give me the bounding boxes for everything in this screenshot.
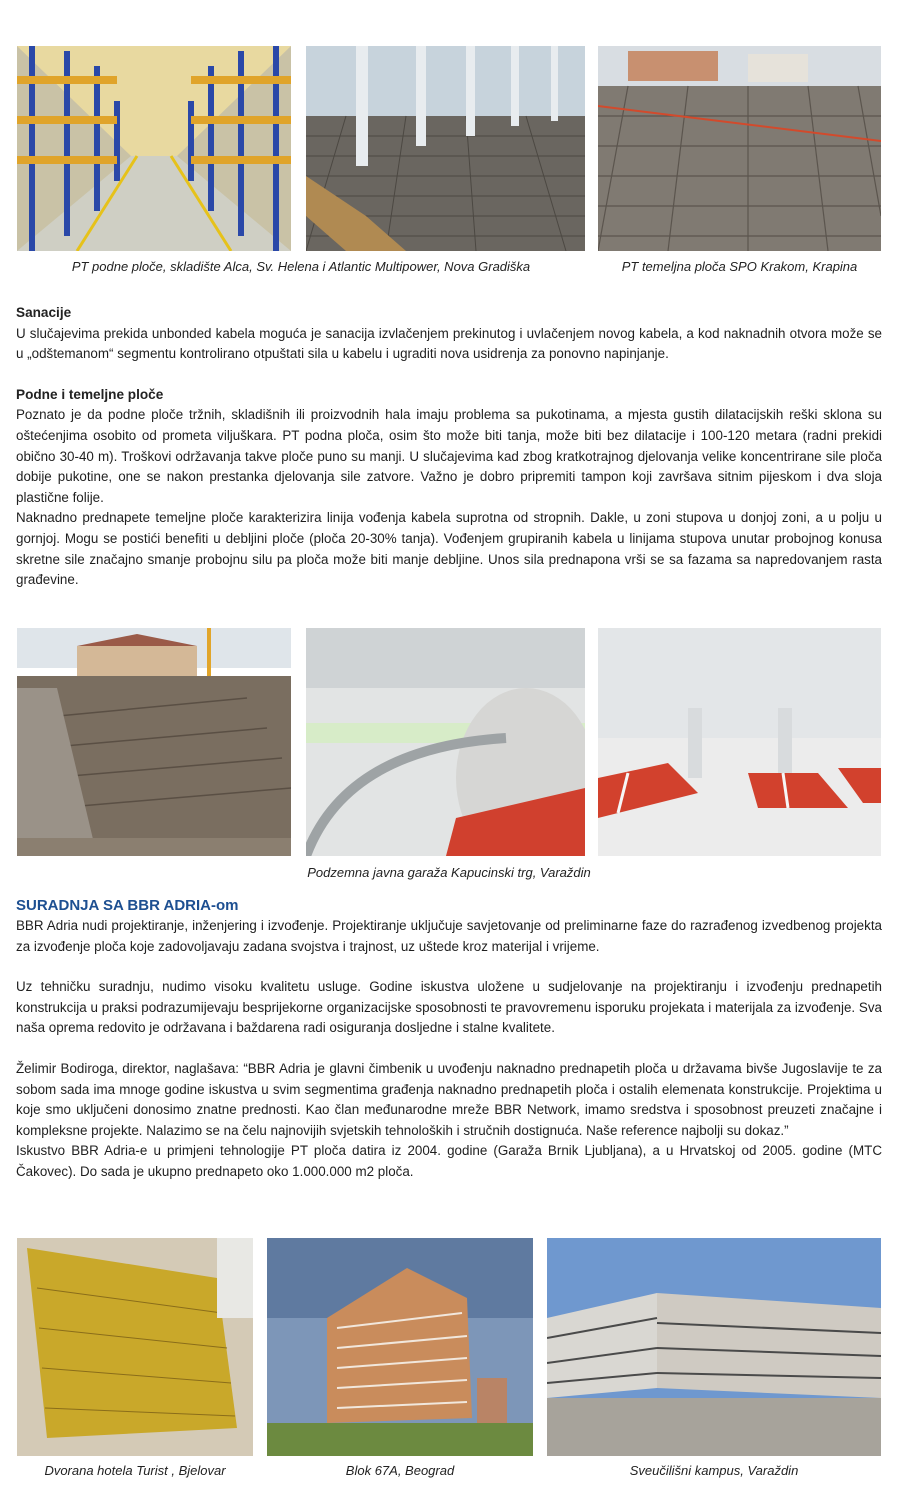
garage-parking-level-photo xyxy=(598,628,881,856)
text-section-suradnja xyxy=(16,896,882,1183)
podne-para-1: Poznato je da podne ploče tržnih, skladišnih ili proizvodnih hala imaju problema sa pukotinama, a mjesta gustih dilatacijskih reški sklona su oštećenjima osobito od prometa viljuškara. PT podna ploča, osim što može biti tanja, može biti bez dilatacije i 100-120 metara (radni prekidi obično 30-40 m). Troškovi održavanja takve ploče puno su manji. U slučajevima kad zbog kratkotrajnog djelovanja velike koncentrirane sile ploča dobije pukotine, one se nakon prestanka djelovanja sile zatvore. Važno je dobro pripremiti tampon koji završava sitnim pijeskom i dva sloja plastične folije. xyxy=(16,407,882,505)
rebar-mesh-hall-photo xyxy=(306,46,585,251)
garage-ramp-interior-photo xyxy=(306,628,585,856)
sanacije-heading: Sanacije xyxy=(16,305,72,320)
suradnja-para-4: Iskustvo BBR Adria-e u primjeni tehnologije PT ploča datira iz 2004. godine (Garaža Brnik Ljubljana), a u Hrvatskoj od 2005. godine (MTC Čakovec). Do sada je ukupno prednapeto oko 1.000.000 m2 ploča. xyxy=(16,1143,882,1179)
caption-blok67a: Blok 67A, Beograd xyxy=(345,1463,455,1478)
residential-tower-photo xyxy=(267,1238,533,1456)
caption-warehouse-floors: PT podne ploče, skladište Alca, Sv. Helena i Atlantic Multipower, Nova Gradiška xyxy=(71,259,531,274)
suradnja-para-1: BBR Adria nudi projektiranje, inženjering i izvođenje. Projektiranje uključuje savjetovanje od preliminarne faze do razrađenog izvedbenog projekta za izvođenje ploča koje zadovoljavaju zadana svojstva i trajnost, uz uštede kroz materijal i vrijeme. xyxy=(16,918,882,954)
warehouse-rack-aisle-photo xyxy=(17,46,291,251)
hotel-hall-roof-slab-photo xyxy=(17,1238,253,1456)
foundation-rebar-slab-photo xyxy=(598,46,881,251)
sanacije-body: U slučajevima prekida unbonded kabela moguća je sanacija izvlačenjem prekinutog i uvlačenjem novog kabela, a kod naknadnih otvora može se u „odštemanom“ segmentu kontrolirano otpuštati sila u kabelu i ugraditi nova usidrenja za ponovno napinjanje. xyxy=(16,325,882,362)
caption-hotel-hall: Dvorana hotela Turist , Bjelovar xyxy=(44,1463,226,1478)
caption-kampus: Sveučilišni kampus, Varaždin xyxy=(629,1463,799,1478)
suradnja-heading: SURADNJA SA BBR ADRIA-om xyxy=(16,897,239,914)
caption-foundation-slab: PT temeljna ploča SPO Krakom, Krapina xyxy=(621,259,858,274)
podne-heading: Podne i temeljne ploče xyxy=(16,386,164,402)
garage-construction-pit-photo xyxy=(17,628,291,856)
podne-para-2: Naknadno prednapete temeljne ploče karakterizira linija vođenja kabela suprotna od stropnih. Dakle, u zoni stupova u donjoj zoni, a u polju u gornjoj. Mogu se postići benefiti u debljini ploče (ploča 20-30% tanja). Vođenjem grupiranih kabela u linijama stupova unutar probojnog konusa skretne sile značajno smanje probojnu silu pa ploča može biti manje debljine. Unos sila prednapona vrši se sa fazama sa napredovanjem rasta građevine. xyxy=(16,510,882,588)
text-section-upper xyxy=(16,303,882,591)
university-campus-building-photo xyxy=(547,1238,881,1456)
suradnja-para-2: Uz tehničku suradnju, nudimo visoku kvalitetu usluge. Godine iskustva uložene u sudjelovanje na projektiranju i izvođenju prednapetih konstrukcija u praksi podrazumijevaju besprijekorne organizacijske sposobnosti te pravovremenu isporuku projekata i materijala za izvođenje. Sva naša oprema redovito je održavana i baždarena radi osiguranja dosljedne i stalne kvalitete. xyxy=(16,979,882,1036)
caption-garage: Podzemna javna garaža Kapucinski trg, Varaždin xyxy=(307,865,591,880)
suradnja-para-3: Želimir Bodiroga, direktor, naglašava: “BBR Adria je glavni čimbenik u uvođenju naknadno prednapetih ploča u državama bivše Jugoslavije te za sobom sada ima mnoge godine iskustva u svim segmentima građenja naknadno prednapetih ploča i ostalih elemenata konstrukcije. Projektima u koje smo uključeni donosimo znatne prednosti. Kao član međunarodne mreže BBR Network, imamo sredstva i sposobnost preuzeti značajne i kompleksne projekte. Nalazimo se na čelu najnovijih svjetskih tehnoloških i stručnih dostignuća. Naše reference najbolji su dokaz.” xyxy=(16,1060,882,1138)
